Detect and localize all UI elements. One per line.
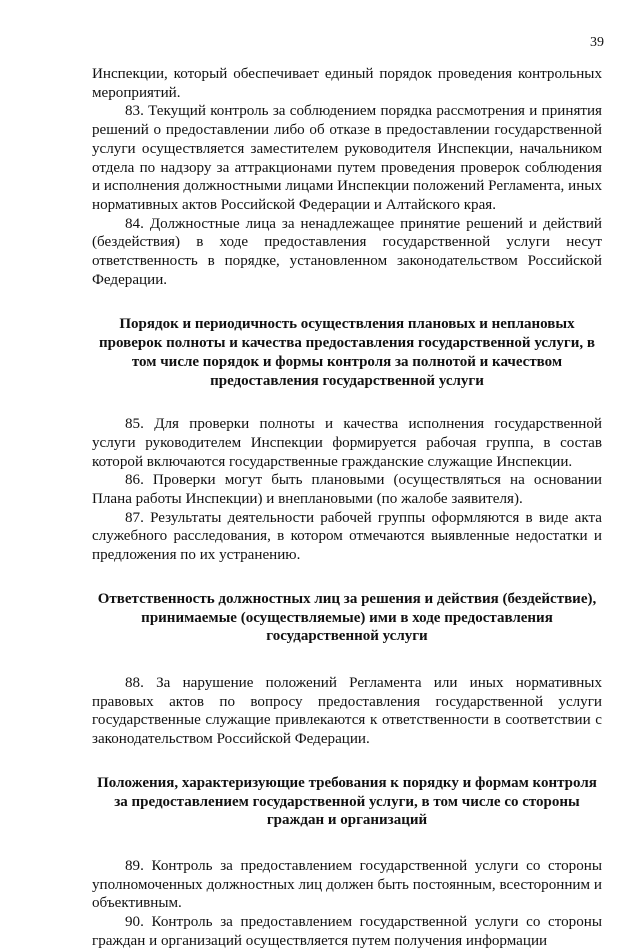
section-heading-responsibility: Ответственность должностных лиц за решения и действия (бездействие), принимаемые (осуществляемые) ими в ходе предоставления государственной услуги: [97, 590, 597, 645]
section-heading-requirements: Положения, характеризующие требования к порядку и формам контроля за предоставлением государственной услуги, в том числе со стороны граждан и организаций: [97, 774, 597, 829]
paragraph-83: 83. Текущий контроль за соблюдением порядка рассмотрения и принятия решений о предоставлении либо об отказе в предоставлении государственной услуги осуществляется заместителем руководителя Инспекции, начальником отдела по надзору за аттракционами путем проведения проверок соблюдения и исполнения должностными лицами Инспекции положений Регламента, иных нормативных актов Российской Федерации и Алтайского края.: [92, 103, 602, 213]
page-number: 39: [590, 35, 604, 50]
paragraph-89: 89. Контроль за предоставлением государственной услуги со стороны уполномоченных должностных лиц должен быть постоянным, всесторонним и объективным.: [92, 857, 602, 912]
paragraph-87: 87. Результаты деятельности рабочей группы оформляются в виде акта служебного расследования, в котором отмечаются выявленные недостатки и предложения по их устранению.: [92, 509, 602, 564]
page-content: [92, 65, 602, 950]
paragraph-88: 88. За нарушение положений Регламента или иных нормативных правовых актов по вопросу предоставления государственной услуги государственные служащие привлекаются к ответственности в соответствии с законодательством Российской Федерации.: [92, 674, 602, 748]
paragraph-continuation: Инспекции, который обеспечивает единый порядок проведения контрольных мероприятий.: [92, 66, 602, 101]
paragraph-86: 86. Проверки могут быть плановыми (осуществляться на основании Плана работы Инспекции) и внеплановыми (по жалобе заявителя).: [92, 472, 602, 508]
section-heading-periodicity: Порядок и периодичность осуществления плановых и неплановых проверок полноты и качества предоставления государственной услуги, в том числе порядок и формы контроля за полнотой и качеством предоставления государственной услуги: [98, 316, 595, 389]
paragraph-85: 85. Для проверки полноты и качества исполнения государственной услуги руководителем Инспекции формируется рабочая группа, в состав которой включаются государственные гражданские служащие Инспекции.: [92, 416, 602, 470]
paragraph-90: 90. Контроль за предоставлением государственной услуги со стороны граждан и организаций осуществляется путем получения информации: [92, 914, 602, 949]
paragraph-84: 84. Должностные лица за ненадлежащее принятие решений и действий (бездействия) в ходе предоставления государственной услуги несут ответственность в порядке, установленном законодательством Российской Федерации.: [92, 215, 602, 288]
